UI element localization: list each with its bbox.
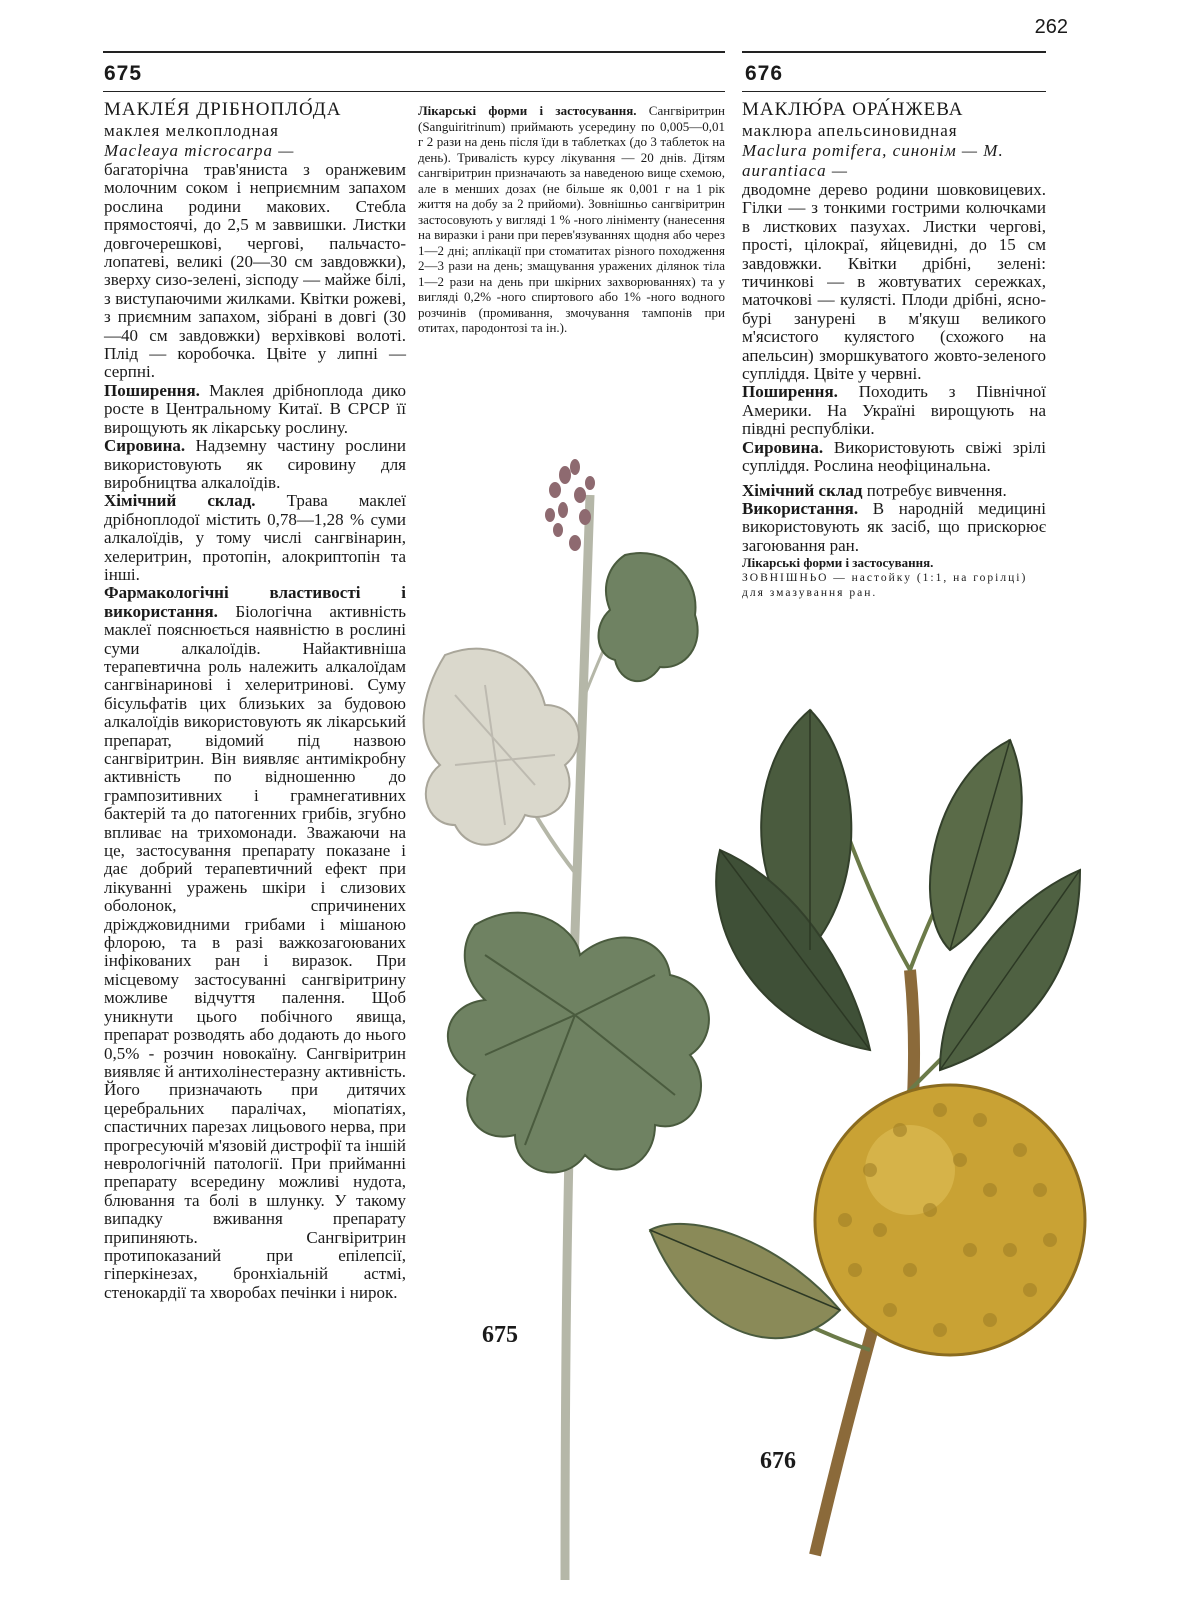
entry-676-distribution-text: Походить з Північної Америки. На Україні вирощують на півдні республіки. (742, 382, 1046, 439)
rule-left-bottom (103, 91, 725, 92)
entry-number-675: 675 (104, 62, 143, 85)
entry-675-chem-text: Трава маклеї дрібноплодої містить 0,78—1,28 % суми алкалоїдів, у тому числі сангвінарин, хелеритрин, протопін, алокриптопін та інші. (104, 491, 406, 584)
entry-675-pharm (104, 584, 406, 1302)
entry-676-russian-name: маклюра апельсиновидная (742, 121, 958, 140)
maclura-illustration (610, 650, 1100, 1580)
entry-676-description: дводомне дерево родини шовковицевих. Гілки — з тонкими гострими колючками в листкових пазухах. Листки чергові, прості, цілокраї, яйцевидні, до 15 см завдовжки. Квітки дрібні, зелені: тичинкові — в жовтуватих сережках, маточкові — кулясті. Плоди дрібні, ясно-бурі занурені в м'якуш великого м'ясистого кулястого (схожого на апельсин) зморшкуватого жовто-зеленого супліддя. Цвіте у червні. (742, 180, 1046, 384)
entry-676-chem (742, 482, 1046, 500)
entry-676-use (742, 500, 1046, 555)
entry-676-raw-label: Сировина. (742, 437, 824, 457)
entry-676-use-text: В народній медицині використовують як засіб, що прискорює загоювання ран. (742, 498, 1047, 555)
entry-675-forms-label: Лікарські форми і застосування. (418, 103, 637, 118)
entry-676-latin-name: Maclura pomifera, синонім — M. aurantiaca — (742, 141, 1004, 180)
entry-675-description: багаторічна трав'яниста з оранжевим молочним соком і неприємним запахом рослина родини макових. Стебла прямостоячі, до 2,5 м заввишки. Листки довгочерешкові, чергові, пальчасто-лопатеві, великі (20—30 см завдовжки), зверху сизо-зелені, зісподу — майже білі, з виступаючими жилками. Квітки рожеві, з приємним запахом, зібрані в довгі (30—40 см завдовжки) верхівкові волоті. Плід — коробочка. Цвіте у липні — серпні. (104, 160, 406, 382)
entry-676-distribution (742, 383, 1046, 438)
figure-676-label: 676 (760, 1448, 796, 1474)
entry-675-raw-label: Сировина. (104, 436, 186, 456)
entry-675-forms-column (418, 103, 725, 336)
entry-676-chem-label: Хімічний склад (742, 480, 863, 500)
entry-676-column (742, 99, 1046, 601)
entry-676-body (742, 181, 1046, 555)
entry-675-pharm-label: Фармакологічні властивості і використання. (104, 583, 406, 621)
rule-left-top (103, 51, 725, 53)
entry-676-chem-text: потребує вивчення. (866, 480, 1007, 500)
entry-675-distribution-label: Поширення. (104, 380, 200, 400)
entry-675-russian-name: маклея мелкоплодная (104, 121, 279, 140)
entry-675-body (104, 161, 406, 1302)
rule-right-top (742, 51, 1046, 53)
entry-676-use-label: Використання. (742, 498, 859, 518)
rule-right-bottom (742, 91, 1046, 92)
page-number: 262 (1034, 16, 1068, 38)
entry-675-column (104, 99, 406, 1302)
entry-675-chem-label: Хімічний склад. (104, 491, 256, 511)
entry-675-distribution (104, 382, 406, 437)
entry-676-distribution-label: Поширення. (742, 382, 838, 402)
entry-675-title: МАКЛЕ́Я ДРІБНОПЛО́ДА (104, 99, 342, 120)
entry-number-676: 676 (745, 62, 784, 85)
figure-675-label: 675 (482, 1322, 518, 1348)
entry-676-raw-text: Використовують свіжі зрілі супліддя. Рослина неофіцинальна. (742, 437, 1047, 476)
entry-676-forms (742, 555, 1046, 571)
entry-675-raw (104, 437, 406, 492)
entry-676-title: МАКЛЮ́РА ОРА́НЖЕВА (742, 99, 964, 120)
entry-676-raw (742, 439, 1046, 476)
entry-675-distribution-text: Маклея дрібноплода дико росте в Центральному Китаї. В СРСР її вирощують як лікарську рослину. (104, 380, 406, 437)
entry-675-chem (104, 492, 406, 584)
entry-675-forms-text: Сангвіритрин (Sanguiritrinum) приймають усередину по 0,005—0,01 г 2 рази на день після їди в таблетках (до 3 таблеток на день). Тривалість курсу лікування — 20 днів. Дітям сангвіритрин призначають за наведеною вище схемою, але в менших дозах (не більше як 0,001 г на 1 рік життя на добу за 2 прийоми). Зовнішньо сангвіритрин застосовують у вигляді 1 % -ного лініменту (нанесення на виразки і рани при перев'язуваннях щодня або через 1—2 дні; аплікації при стоматитах різного походження 2—3 рази на день; змащування уражених ділянок тіла 1—2 рази на день при шкірних захворюваннях) та у вигляді 0,2% -ного спиртового або 1% -ного водного розчинів (промивання, змочування тампонів при отитах, пародонтозі та ін.). (418, 103, 725, 335)
entry-675-pharm-text: Біологічна активність маклеї пояснюється наявністю в рослині суми алкалоїдів. Найактивніша терапевтична роль належить алкалоїдам сангвінаринові і хелеритринові. Суму бісульфатів цих близьких за будовою алкалоїдів використовують як лікарський препарат, відомий під назвою сангвіритрин. Він виявляє антимікробну активність по відношенню до грампозитивних і грамнегативних бактерій та до патогенних грибів, згубно впливає на трихомонади. Зважаючи на це, застосування препарату показане і дає добрий терапевтичний ефект при лікуванні уражень шкіри і слизових оболонок, спричинених дріжджовидними грибами і мішаною флорою, та в разі важкозагоюваних інфікованих ран і виразок. При місцевому застосуванні сангвіритрину можливе відчуття палення. Щоб уникнути цього побічного явища, препарат розводять або додають до нього 0,5% - розчин новокаїну. Сангвіритрин виявляє й антихолінестеразну активність. Його призначають при дитячих церебральних паралічах, міопатіях, спастичних парезах лицьового нерва, при прогресуючій м'язовій дистрофії та іншій неврологічній патології. При прийманні препарату всередину можливі нудота, блювання та болі в шлунку. У такому випадку вживання препарату припиняють. Сангвіритрин протипоказаний при епілепсії, гіперкінезах, бронхіальній астмі, стенокардії та хворобах печінки і нирок. (104, 601, 406, 1302)
entry-675-latin-name: Macleaya microcarpa — (104, 141, 295, 160)
entry-676-forms-text: ЗОВНІШНЬО — настойку (1:1, на горілці) для змазування ран. (742, 571, 1028, 599)
entry-675-raw-text: Надземну частину рослини використовують як сировину для виробництва алкалоїдів. (104, 436, 406, 492)
entry-676-forms-label: Лікарські форми і застосування. (742, 555, 934, 571)
